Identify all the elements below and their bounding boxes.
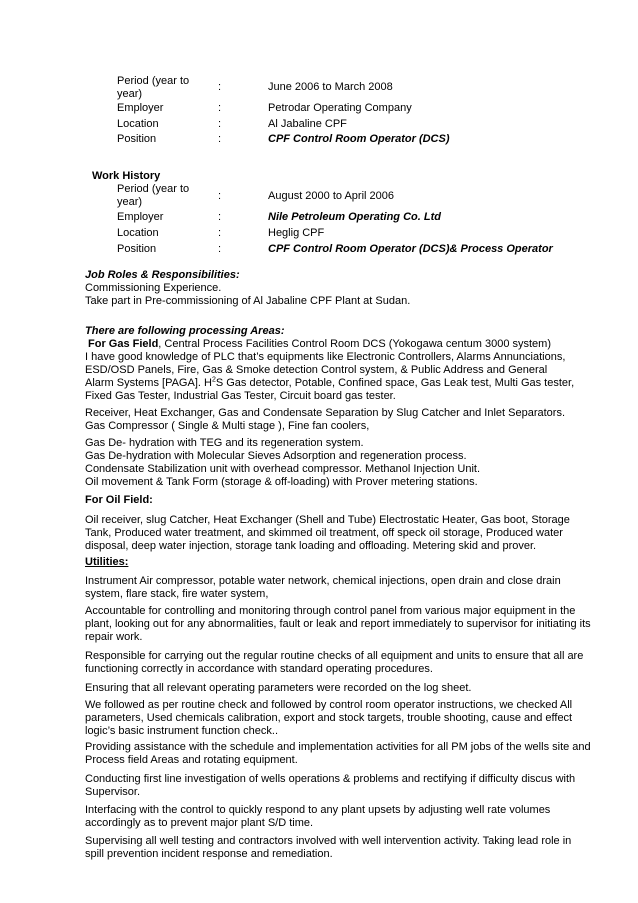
job1-period-label-1: Period (year to — [117, 75, 190, 87]
utilities-line: plant, looking out for any abnormalities, fault or leak and report immediately to supervisor for initiating its — [85, 618, 591, 630]
processing-line: Gas Compressor ( Single & Multi stage ), Fine fan coolers, — [85, 420, 370, 432]
processing-text: Alarm Systems [PAGA]. H — [85, 377, 212, 389]
utilities-line: system, flare stack, fire water system, — [85, 588, 269, 600]
processing-line: I have good knowledge of PLC that’s equipments like Electronic Controllers, Alarms Annunciations, — [85, 351, 566, 363]
work-history-heading: Work History — [92, 170, 161, 182]
job2-period-label-2: year) — [117, 196, 143, 208]
gas-field-text: , Central Process Facilities Control Room DCS (Yokogawa centum 3000 system) — [158, 338, 551, 350]
processing-line: Gas De- hydration with TEG and its regeneration system. — [85, 437, 364, 449]
utilities-line: parameters, Used chemicals calibration, export and stock targets, trouble shooting, cause and effect — [85, 712, 573, 724]
job2-location-label: Location — [117, 227, 159, 239]
job2-employer-value: Nile Petroleum Operating Co. Ltd — [268, 211, 441, 223]
utilities-line: Conducting first line investigation of wells operations & problems and rectifying if difficulty discus with — [85, 773, 576, 785]
roles-heading: Job Roles & Responsibilities: — [85, 269, 240, 281]
processing-line: Fixed Gas Tester, Industrial Gas Tester, Circuit board gas tester. — [85, 390, 396, 402]
job2-position-value: CPF Control Room Operator (DCS)& Process Operator — [268, 243, 553, 255]
processing-heading: There are following processing Areas: — [85, 325, 285, 337]
processing-line: ESD/OSD Panels, Fire, Gas & Smoke detection Control system, & Public Address and General — [85, 364, 548, 376]
oil-field-line: Oil receiver, slug Catcher, Heat Exchanger (Shell and Tube) Electrostatic Heater, Gas boot, Storage — [85, 514, 570, 526]
job1-period-label-2: year) — [117, 88, 143, 100]
utilities-paragraph-3 — [85, 650, 585, 676]
utilities-line: Supervising all well testing and contractors involved with well intervention activity. Taking lead role in — [85, 835, 572, 847]
utilities-paragraph-6 — [85, 741, 591, 767]
job1-position-colon: : — [218, 133, 222, 145]
utilities-title: Utilities: — [85, 556, 129, 568]
gas-field-label: For Gas Field — [88, 338, 159, 350]
utilities-line: Providing assistance with the schedule and implementation activities for all PM jobs of the wells site and — [85, 741, 591, 753]
superscript: 2 — [211, 376, 216, 384]
job1-location-value: Al Jabaline CPF — [268, 118, 347, 130]
processing-paragraph-2 — [85, 407, 585, 433]
job1-employer-value: Petrodar Operating Company — [268, 102, 412, 114]
utilities-line: Process field Areas and rotating equipment. — [85, 754, 298, 766]
processing-line: Gas De-hydration with Molecular Sieves Adsorption and regeneration process. — [85, 450, 467, 462]
utilities-paragraph-8 — [85, 804, 585, 830]
job2-location-value: Heglig CPF — [268, 227, 325, 239]
utilities-line: Supervisor. — [85, 786, 141, 798]
utilities-paragraph-1 — [85, 575, 585, 601]
utilities-line: logic’s basic instrument function check.. — [85, 725, 278, 737]
utilities-line: functioning correctly in accordance with standard operating procedures. — [85, 663, 433, 675]
job2-period-label-1: Period (year to — [117, 183, 190, 195]
job2-period-value: August 2000 to April 2006 — [268, 190, 394, 202]
job1-employer-label: Employer — [117, 102, 164, 114]
oil-field-line: disposal, deep water injection, storage tank loading and offloading. Metering skid and prover. — [85, 540, 537, 552]
utilities-line: Responsible for carrying out the regular routine checks of all equipment and units to ensure that all are — [85, 650, 584, 662]
job1-location-label: Location — [117, 118, 159, 130]
roles-line: Take part in Pre-commissioning of Al Jabaline CPF Plant at Sudan. — [85, 295, 411, 307]
utilities-heading — [85, 556, 585, 569]
utilities-line: repair work. — [85, 631, 143, 643]
job2-location-colon: : — [218, 227, 222, 239]
job2-position-colon: : — [218, 243, 222, 255]
job1-employer-colon: : — [218, 102, 222, 114]
utilities-line: Interfacing with the control to quickly respond to any plant upsets by adjusting well rate volumes — [85, 804, 551, 816]
job1-position-label: Position — [117, 133, 157, 145]
processing-text: S Gas detector, Potable, Confined space, Gas Leak test, Multi Gas tester, — [215, 377, 575, 389]
processing-line: Oil movement & Tank Form (storage & off-loading) with Prover metering stations. — [85, 476, 478, 488]
oil-field-paragraph — [85, 514, 585, 553]
utilities-paragraph-4 — [85, 682, 585, 695]
processing-line: Condensate Stabilization unit with overhead compressor. Methanol Injection Unit. — [85, 463, 481, 475]
job1-period-value: June 2006 to March 2008 — [268, 81, 393, 93]
job1-location-colon: : — [218, 118, 222, 130]
job2-employer-colon: : — [218, 211, 222, 223]
utilities-line: Accountable for controlling and monitoring through control panel from various major equipment in the — [85, 605, 576, 617]
processing-section — [85, 325, 585, 403]
utilities-paragraph-9 — [85, 835, 585, 861]
utilities-line: accordingly as to prevent major plant S/D time. — [85, 817, 314, 829]
oil-field-heading — [85, 494, 585, 507]
job1-position-value: CPF Control Room Operator (DCS) — [268, 133, 450, 145]
utilities-line: Instrument Air compressor, potable water network, chemical injections, open drain and close drain — [85, 575, 561, 587]
utilities-line: spill prevention incident response and remediation. — [85, 848, 333, 860]
utilities-line: We followed as per routine check and followed by control room operator instructions, we checked All — [85, 699, 573, 711]
utilities-paragraph-2 — [85, 605, 591, 644]
job2-period-colon: : — [218, 190, 222, 202]
gas-field-line — [85, 338, 585, 351]
job1-period-colon: : — [218, 81, 222, 93]
job2-employer-label: Employer — [117, 211, 164, 223]
utilities-line: Ensuring that all relevant operating parameters were recorded on the log sheet. — [85, 682, 472, 694]
utilities-paragraph-7 — [85, 773, 585, 799]
processing-line: Receiver, Heat Exchanger, Gas and Condensate Separation by Slug Catcher and Inlet Separators. — [85, 407, 566, 419]
oil-field-title: For Oil Field: — [85, 494, 153, 506]
job2-position-label: Position — [117, 243, 157, 255]
roles-line: Commissioning Experience. — [85, 282, 222, 294]
roles-section — [85, 269, 585, 308]
processing-line — [85, 377, 585, 390]
processing-paragraph-3 — [85, 437, 585, 489]
utilities-paragraph-5 — [85, 699, 585, 738]
oil-field-line: Tank, Produced water treatment, and skimmed oil treatment, off speck oil storage, Produced water — [85, 527, 563, 539]
